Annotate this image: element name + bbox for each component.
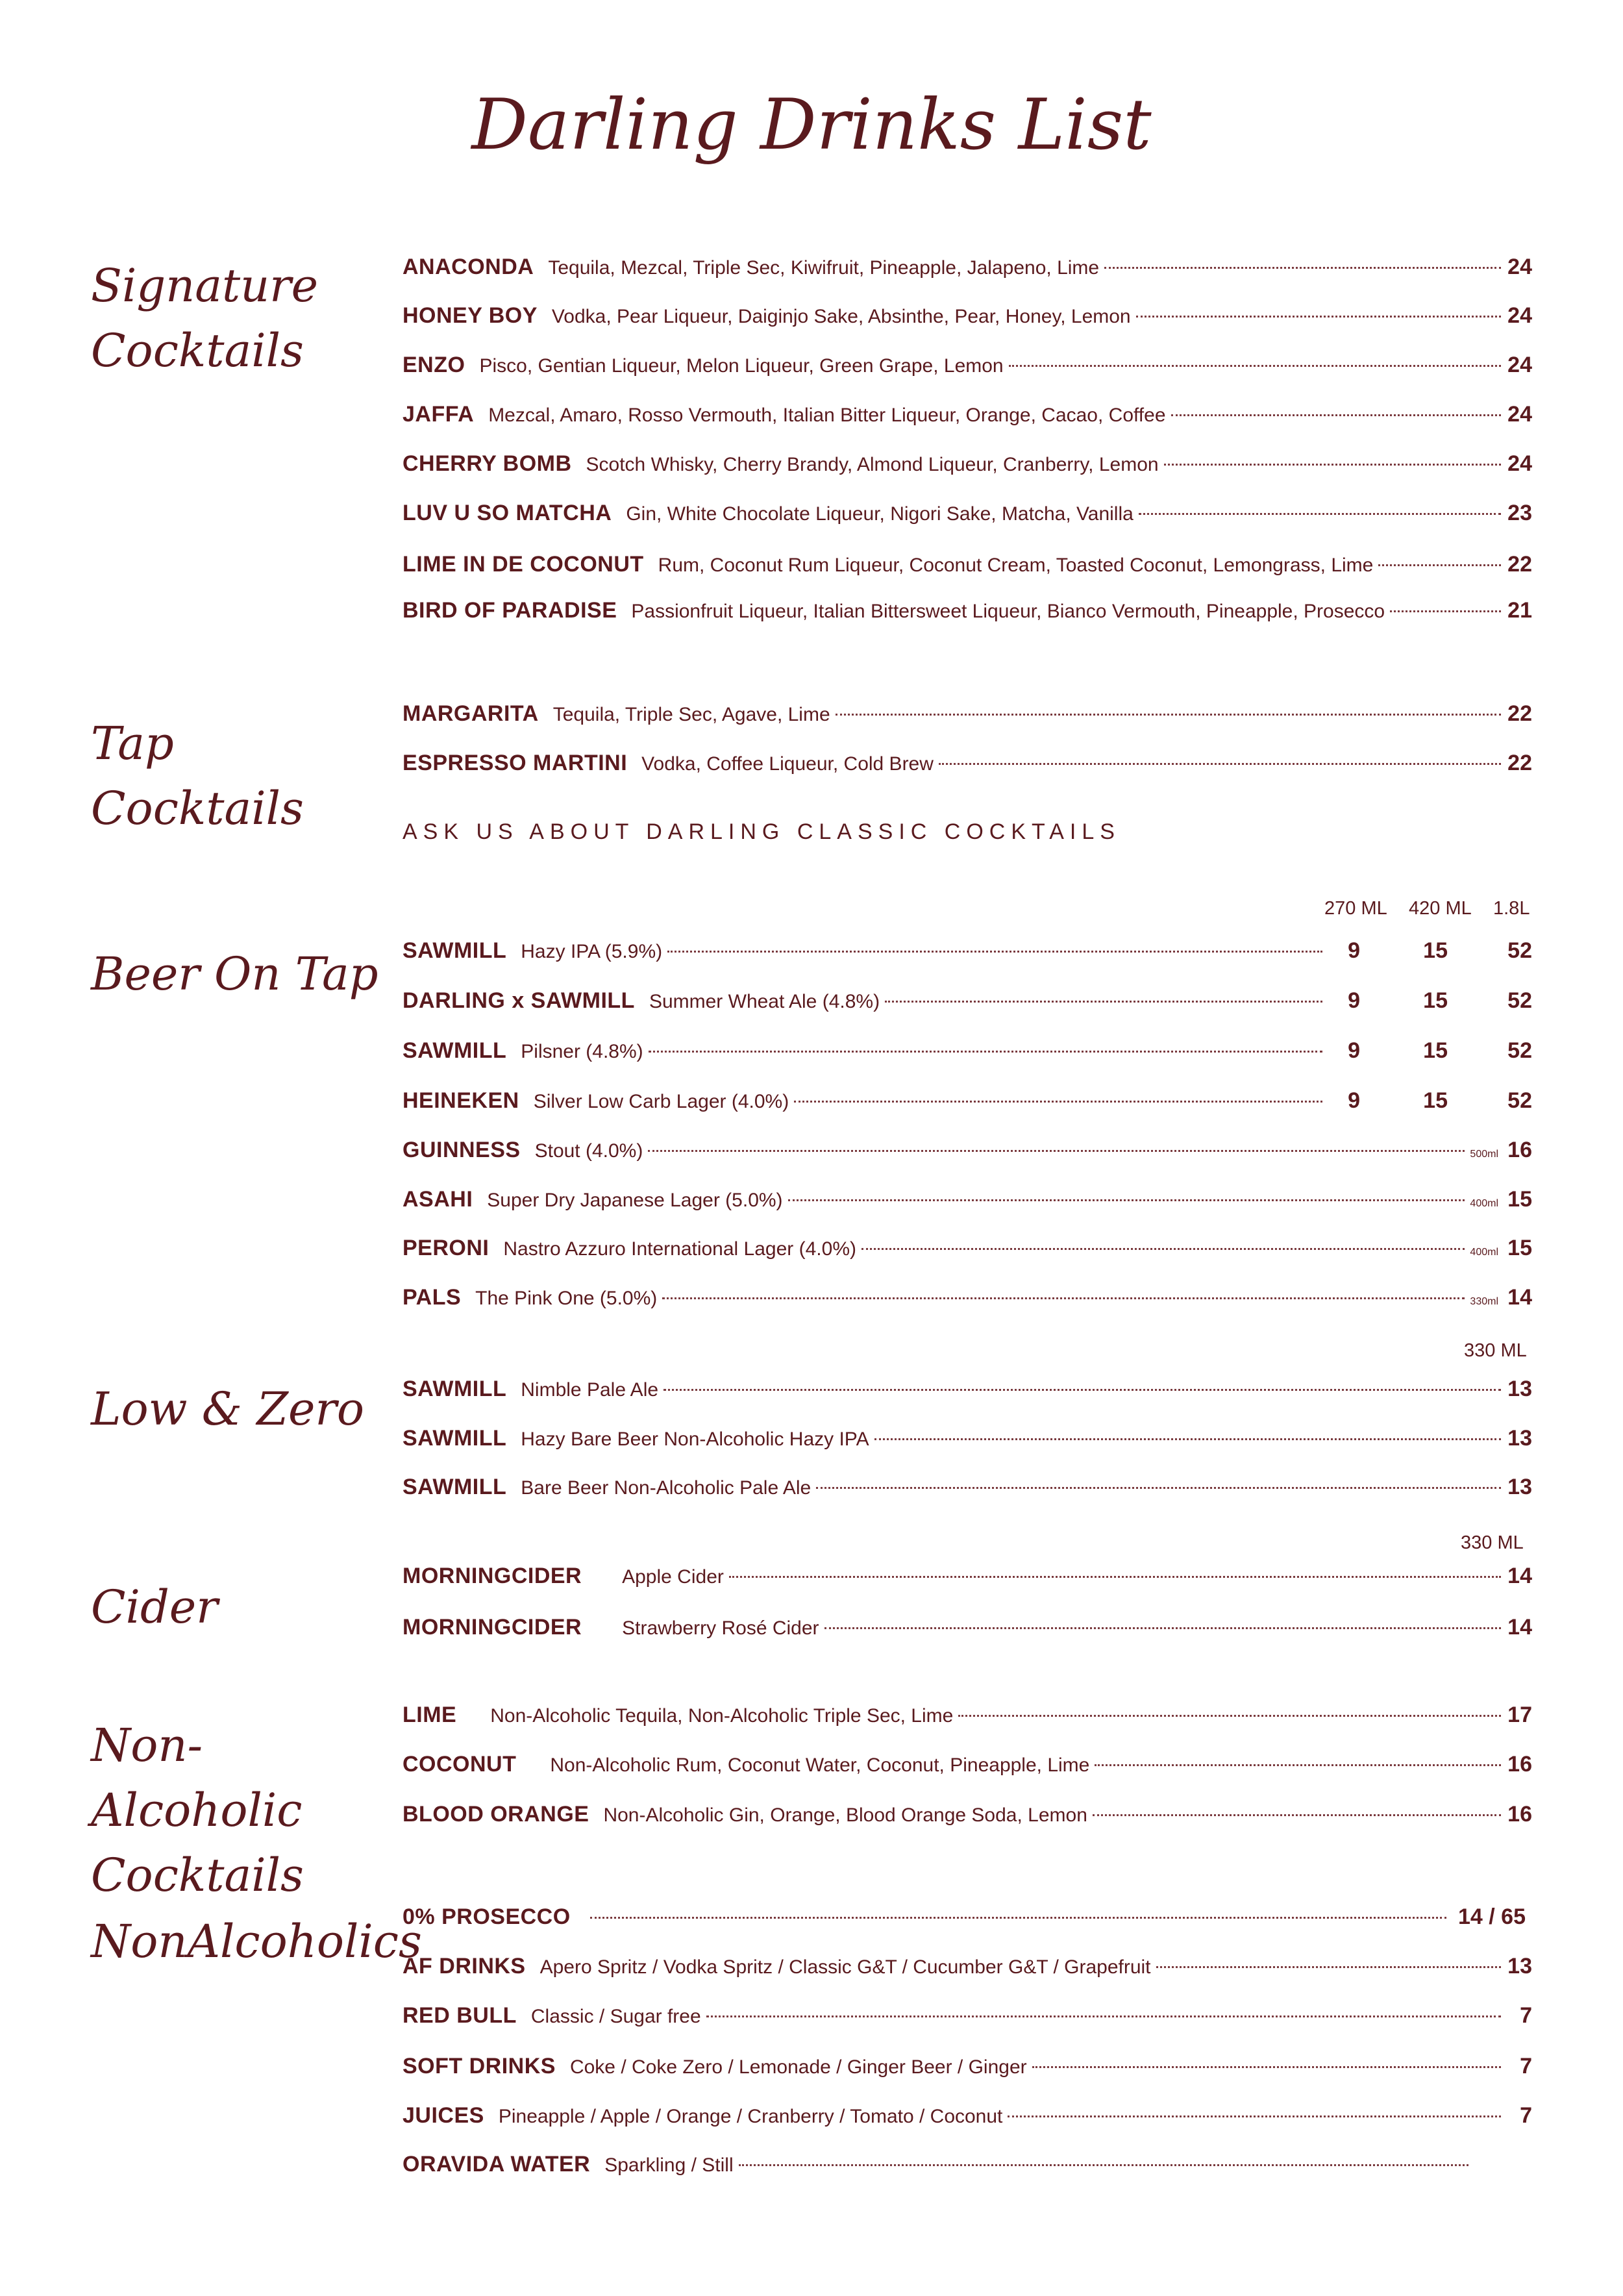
leader-dots <box>939 763 1501 765</box>
section-title-cider: Cider <box>91 1580 218 1634</box>
list-item: GUINNESS Stout (4.0%) 500ml 16 <box>403 1138 1532 1162</box>
leader-dots <box>648 1150 1465 1152</box>
list-item: RED BULL Classic / Sugar free 7 <box>403 2003 1532 2028</box>
list-item: ENZO Pisco, Gentian Liqueur, Melon Liqueur, Green Grape, Lemon 24 <box>403 353 1532 377</box>
list-item: PERONI Nastro Azzuro International Lager (4.0%) 400ml 15 <box>403 1236 1532 1260</box>
list-item: ORAVIDA WATER Sparkling / Still <box>403 2152 1500 2191</box>
list-item: JUICES Pineapple / Apple / Orange / Cranberry / Tomato / Coconut 7 <box>403 2103 1532 2128</box>
leader-dots <box>1093 1814 1501 1816</box>
leader-dots <box>739 2164 1468 2166</box>
leader-dots <box>649 1051 1322 1053</box>
leader-dots <box>1164 464 1501 466</box>
list-item: SAWMILL Pilsner (4.8%) 9 15 52 <box>403 1038 1532 1063</box>
list-item: PALS The Pink One (5.0%) 330ml 14 <box>403 1285 1532 1310</box>
section-title-beer: Beer On Tap <box>91 947 378 1001</box>
list-item: DARLING x SAWMILL Summer Wheat Ale (4.8%) 9 15 52 <box>403 988 1532 1013</box>
list-item: HONEY BOY Vodka, Pear Liqueur, Daiginjo Sake, Absinthe, Pear, Honey, Lemon 24 <box>403 303 1532 328</box>
leader-dots <box>1171 414 1501 416</box>
list-item: ASAHI Super Dry Japanese Lager (5.0%) 400ml 15 <box>403 1187 1532 1212</box>
list-item: SAWMILL Hazy Bare Beer Non-Alcoholic Hazy IPA 13 <box>403 1426 1532 1451</box>
size-header-1-8l: 1.8L <box>1493 898 1530 919</box>
section-title-signature: Signature Cocktails <box>91 259 319 377</box>
leader-dots <box>958 1715 1501 1717</box>
leader-dots <box>1095 1764 1501 1766</box>
leader-dots <box>590 1917 1446 1919</box>
leader-dots <box>1032 2066 1501 2068</box>
leader-dots <box>662 1297 1465 1299</box>
leader-dots <box>794 1101 1322 1103</box>
list-item: HEINEKEN Silver Low Carb Lager (4.0%) 9 15 52 <box>403 1088 1532 1113</box>
leader-dots <box>1156 1966 1501 1968</box>
list-item: BIRD OF PARADISE Passionfruit Liqueur, Italian Bittersweet Liqueur, Bianco Vermouth, Pineapple, Prosecco 21 <box>403 598 1532 623</box>
size-header-270ml: 270 ML <box>1324 898 1387 919</box>
leader-dots <box>836 714 1501 716</box>
leader-dots <box>1104 267 1501 269</box>
leader-dots <box>1139 513 1501 515</box>
list-item: ANACONDA Tequila, Mezcal, Triple Sec, Kiwifruit, Pineapple, Jalapeno, Lime 24 <box>403 255 1532 279</box>
leader-dots <box>874 1438 1501 1440</box>
leader-dots <box>667 951 1322 953</box>
size-header-420ml: 420 ML <box>1409 898 1472 919</box>
size-header-330ml: 330 ML <box>1464 1340 1527 1361</box>
list-item: LIME IN DE COCONUT Rum, Coconut Rum Liqueur, Coconut Cream, Toasted Coconut, Lemongrass, Lime 22 <box>403 552 1532 577</box>
section-title-low-zero: Low & Zero <box>91 1382 365 1436</box>
leader-dots <box>663 1389 1501 1391</box>
leader-dots <box>885 1001 1322 1003</box>
leader-dots <box>729 1576 1501 1578</box>
leader-dots <box>816 1487 1501 1489</box>
list-item: SAWMILL Nimble Pale Ale 13 <box>403 1377 1532 1401</box>
list-item: MORNINGCIDER Apple Cider 14 <box>403 1564 1532 1588</box>
list-item: 0% PROSECCO 14 / 65 <box>403 1904 1526 1929</box>
list-item: MORNINGCIDER Strawberry Rosé Cider 14 <box>403 1615 1532 1640</box>
leader-dots <box>1378 564 1501 566</box>
leader-dots <box>706 2015 1501 2017</box>
list-item: JAFFA Mezcal, Amaro, Rosso Vermouth, Italian Bitter Liqueur, Orange, Cacao, Coffee 24 <box>403 402 1532 427</box>
page-title: Darling Drinks List <box>471 84 1152 166</box>
list-item: MARGARITA Tequila, Triple Sec, Agave, Lime 22 <box>403 701 1532 726</box>
classic-cocktails-note: ASK US ABOUT DARLING CLASSIC COCKTAILS <box>403 819 1121 844</box>
leader-dots <box>788 1199 1465 1201</box>
leader-dots <box>1136 316 1501 318</box>
list-item: SAWMILL Hazy IPA (5.9%) 9 15 52 <box>403 938 1532 963</box>
list-item: COCONUT Non-Alcoholic Rum, Coconut Water, Coconut, Pineapple, Lime 16 <box>403 1752 1532 1777</box>
section-title-tap-cocktails: Tap Cocktails <box>91 717 304 835</box>
leader-dots <box>861 1248 1465 1250</box>
leader-dots <box>824 1627 1501 1629</box>
list-item: LUV U SO MATCHA Gin, White Chocolate Liqueur, Nigori Sake, Matcha, Vanilla 23 <box>403 501 1532 525</box>
list-item: ESPRESSO MARTINI Vodka, Coffee Liqueur, Cold Brew 22 <box>403 751 1532 775</box>
leader-dots <box>1008 2115 1501 2117</box>
section-title-na-cocktails: Non-Alcoholic Cocktails <box>91 1719 304 1902</box>
size-header-330ml: 330 ML <box>1461 1532 1524 1553</box>
list-item: SAWMILL Bare Beer Non-Alcoholic Pale Ale 13 <box>403 1475 1532 1499</box>
list-item: LIME Non-Alcoholic Tequila, Non-Alcoholic Triple Sec, Lime 17 <box>403 1703 1532 1727</box>
list-item: SOFT DRINKS Coke / Coke Zero / Lemonade / Ginger Beer / Ginger 7 <box>403 2054 1532 2078</box>
list-item: AF DRINKS Apero Spritz / Vodka Spritz / Classic G&T / Cucumber G&T / Grapefruit 13 <box>403 1954 1532 1978</box>
leader-dots <box>1390 610 1501 612</box>
list-item: CHERRY BOMB Scotch Whisky, Cherry Brandy, Almond Liqueur, Cranberry, Lemon 24 <box>403 451 1532 476</box>
list-item: BLOOD ORANGE Non-Alcoholic Gin, Orange, Blood Orange Soda, Lemon 16 <box>403 1802 1532 1827</box>
section-title-non-alcoholics: NonAlcoholics <box>91 1915 422 1968</box>
leader-dots <box>1009 365 1501 367</box>
